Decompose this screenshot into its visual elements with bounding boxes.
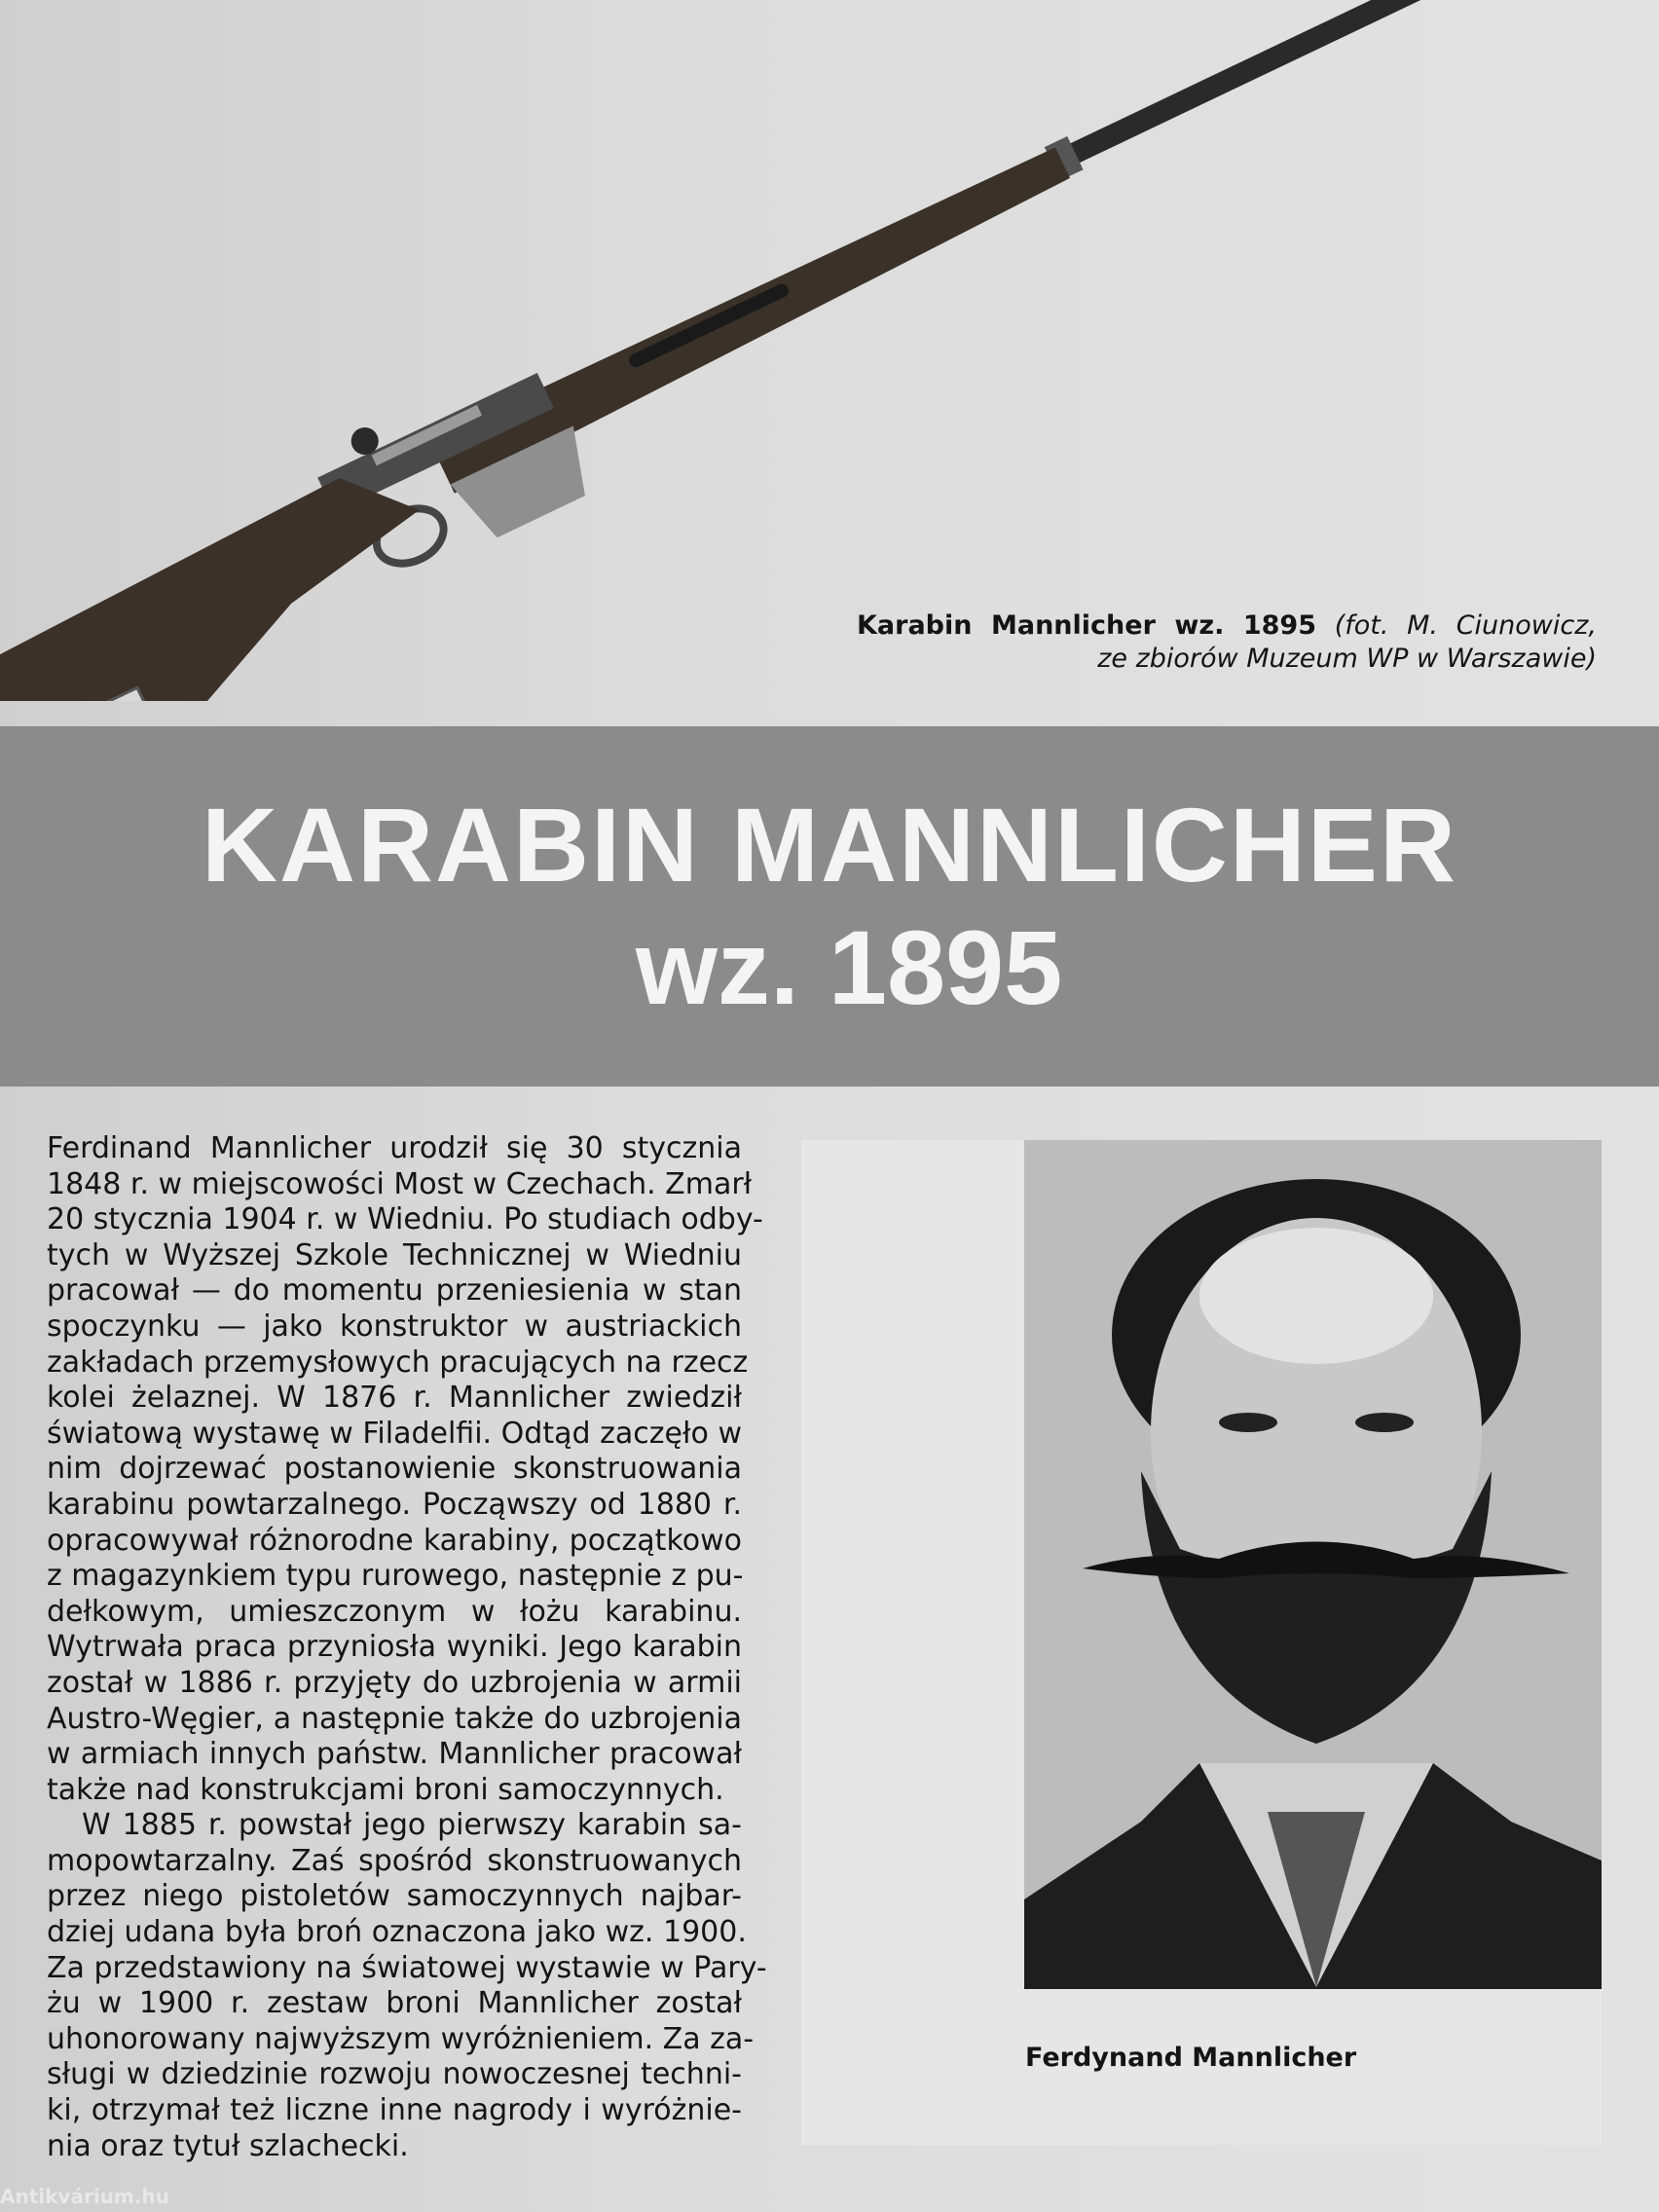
- body-line: nia oraz tytuł szlachecki.: [47, 2128, 409, 2163]
- body-line: sługi w dziedzinie rozwoju nowoczesnej techni-: [47, 2057, 742, 2092]
- rifle-photo-caption: [857, 609, 1597, 676]
- body-line: z magazynkiem typu rurowego, następnie z pu-: [47, 1559, 744, 1594]
- body-line: ki, otrzymał też liczne inne nagrody i wyróżnie-: [47, 2093, 742, 2128]
- article-body: [47, 1131, 767, 2164]
- body-line: spoczynku — jako konstruktor w austriackich: [47, 1309, 742, 1344]
- body-line: mopowtarzalny. Zaś spośród skonstruowanych: [47, 1843, 742, 1878]
- watermark: Antikvárium.hu: [0, 2185, 169, 2208]
- body-line: dziej udana była broń oznaczona jako wz. 1900.: [47, 1915, 747, 1950]
- rifle-photo: [0, 0, 1659, 701]
- body-line: dełkowym, umieszczonym w łożu karabinu.: [47, 1594, 742, 1629]
- body-line: W 1885 r. powstał jego pierwszy karabin sa-: [82, 1808, 742, 1843]
- body-line: uhonorowany najwyższym wyróżnieniem. Za za-: [47, 2021, 755, 2056]
- body-line: został w 1886 r. przyjęty do uzbrojenia w armii: [47, 1665, 742, 1700]
- title-band: [0, 726, 1659, 1087]
- body-line: karabinu powtarzalnego. Począwszy od 1880 r.: [47, 1487, 742, 1522]
- body-line: światową wystawę w Filadelfii. Odtąd zaczęło w: [47, 1416, 742, 1451]
- body-line: Ferdinand Mannlicher urodził się 30 stycznia: [47, 1131, 742, 1165]
- body-line: tych w Wyższej Szkole Technicznej w Wiedniu: [47, 1237, 742, 1272]
- page-title: KARABIN MANNLICHER: [202, 786, 1457, 903]
- body-line: zakładach przemysłowych pracujących na rzecz: [47, 1345, 749, 1380]
- body-line: kolei żelaznej. W 1876 r. Mannlicher zwiedził: [47, 1381, 742, 1416]
- body-line: Wytrwała praca przyniosła wyniki. Jego karabin: [47, 1630, 742, 1665]
- body-line: nim dojrzewać postanowienie skonstruowania: [47, 1452, 742, 1487]
- caption-title: Karabin Mannlicher wz. 1895: [857, 610, 1316, 641]
- portrait-photo: [1024, 1140, 1602, 1989]
- body-line: żu w 1900 r. zestaw broni Mannlicher został: [47, 1986, 742, 2021]
- body-line: Austro-Węgier, a następnie także do uzbrojenia: [47, 1701, 742, 1736]
- body-line: 1848 r. w miejscowości Most w Czechach. Zmarł: [47, 1166, 753, 1201]
- body-line: 20 stycznia 1904 r. w Wiedniu. Po studiach odby-: [47, 1202, 763, 1237]
- caption-credit-2: ze zbiorów Muzeum WP w Warszawie): [1097, 644, 1597, 674]
- body-line: Za przedstawiony na światowej wystawie w Pary-: [47, 1950, 767, 1985]
- body-line: w armiach innych państw. Mannlicher pracował: [47, 1737, 742, 1772]
- body-line: także nad konstrukcjami broni samoczynnych.: [47, 1772, 724, 1807]
- body-line: opracowywał różnorodne karabiny, początkowo: [47, 1523, 742, 1558]
- portrait-caption: Ferdynand Mannlicher: [1025, 2043, 1357, 2073]
- body-line: przez niego pistoletów samoczynnych najbar-: [47, 1879, 742, 1914]
- body-line: pracował — do momentu przeniesienia w stan: [47, 1273, 742, 1309]
- caption-credit-1: (fot. M. Ciunowicz,: [1334, 610, 1597, 641]
- page-subtitle: wz. 1895: [635, 908, 1063, 1026]
